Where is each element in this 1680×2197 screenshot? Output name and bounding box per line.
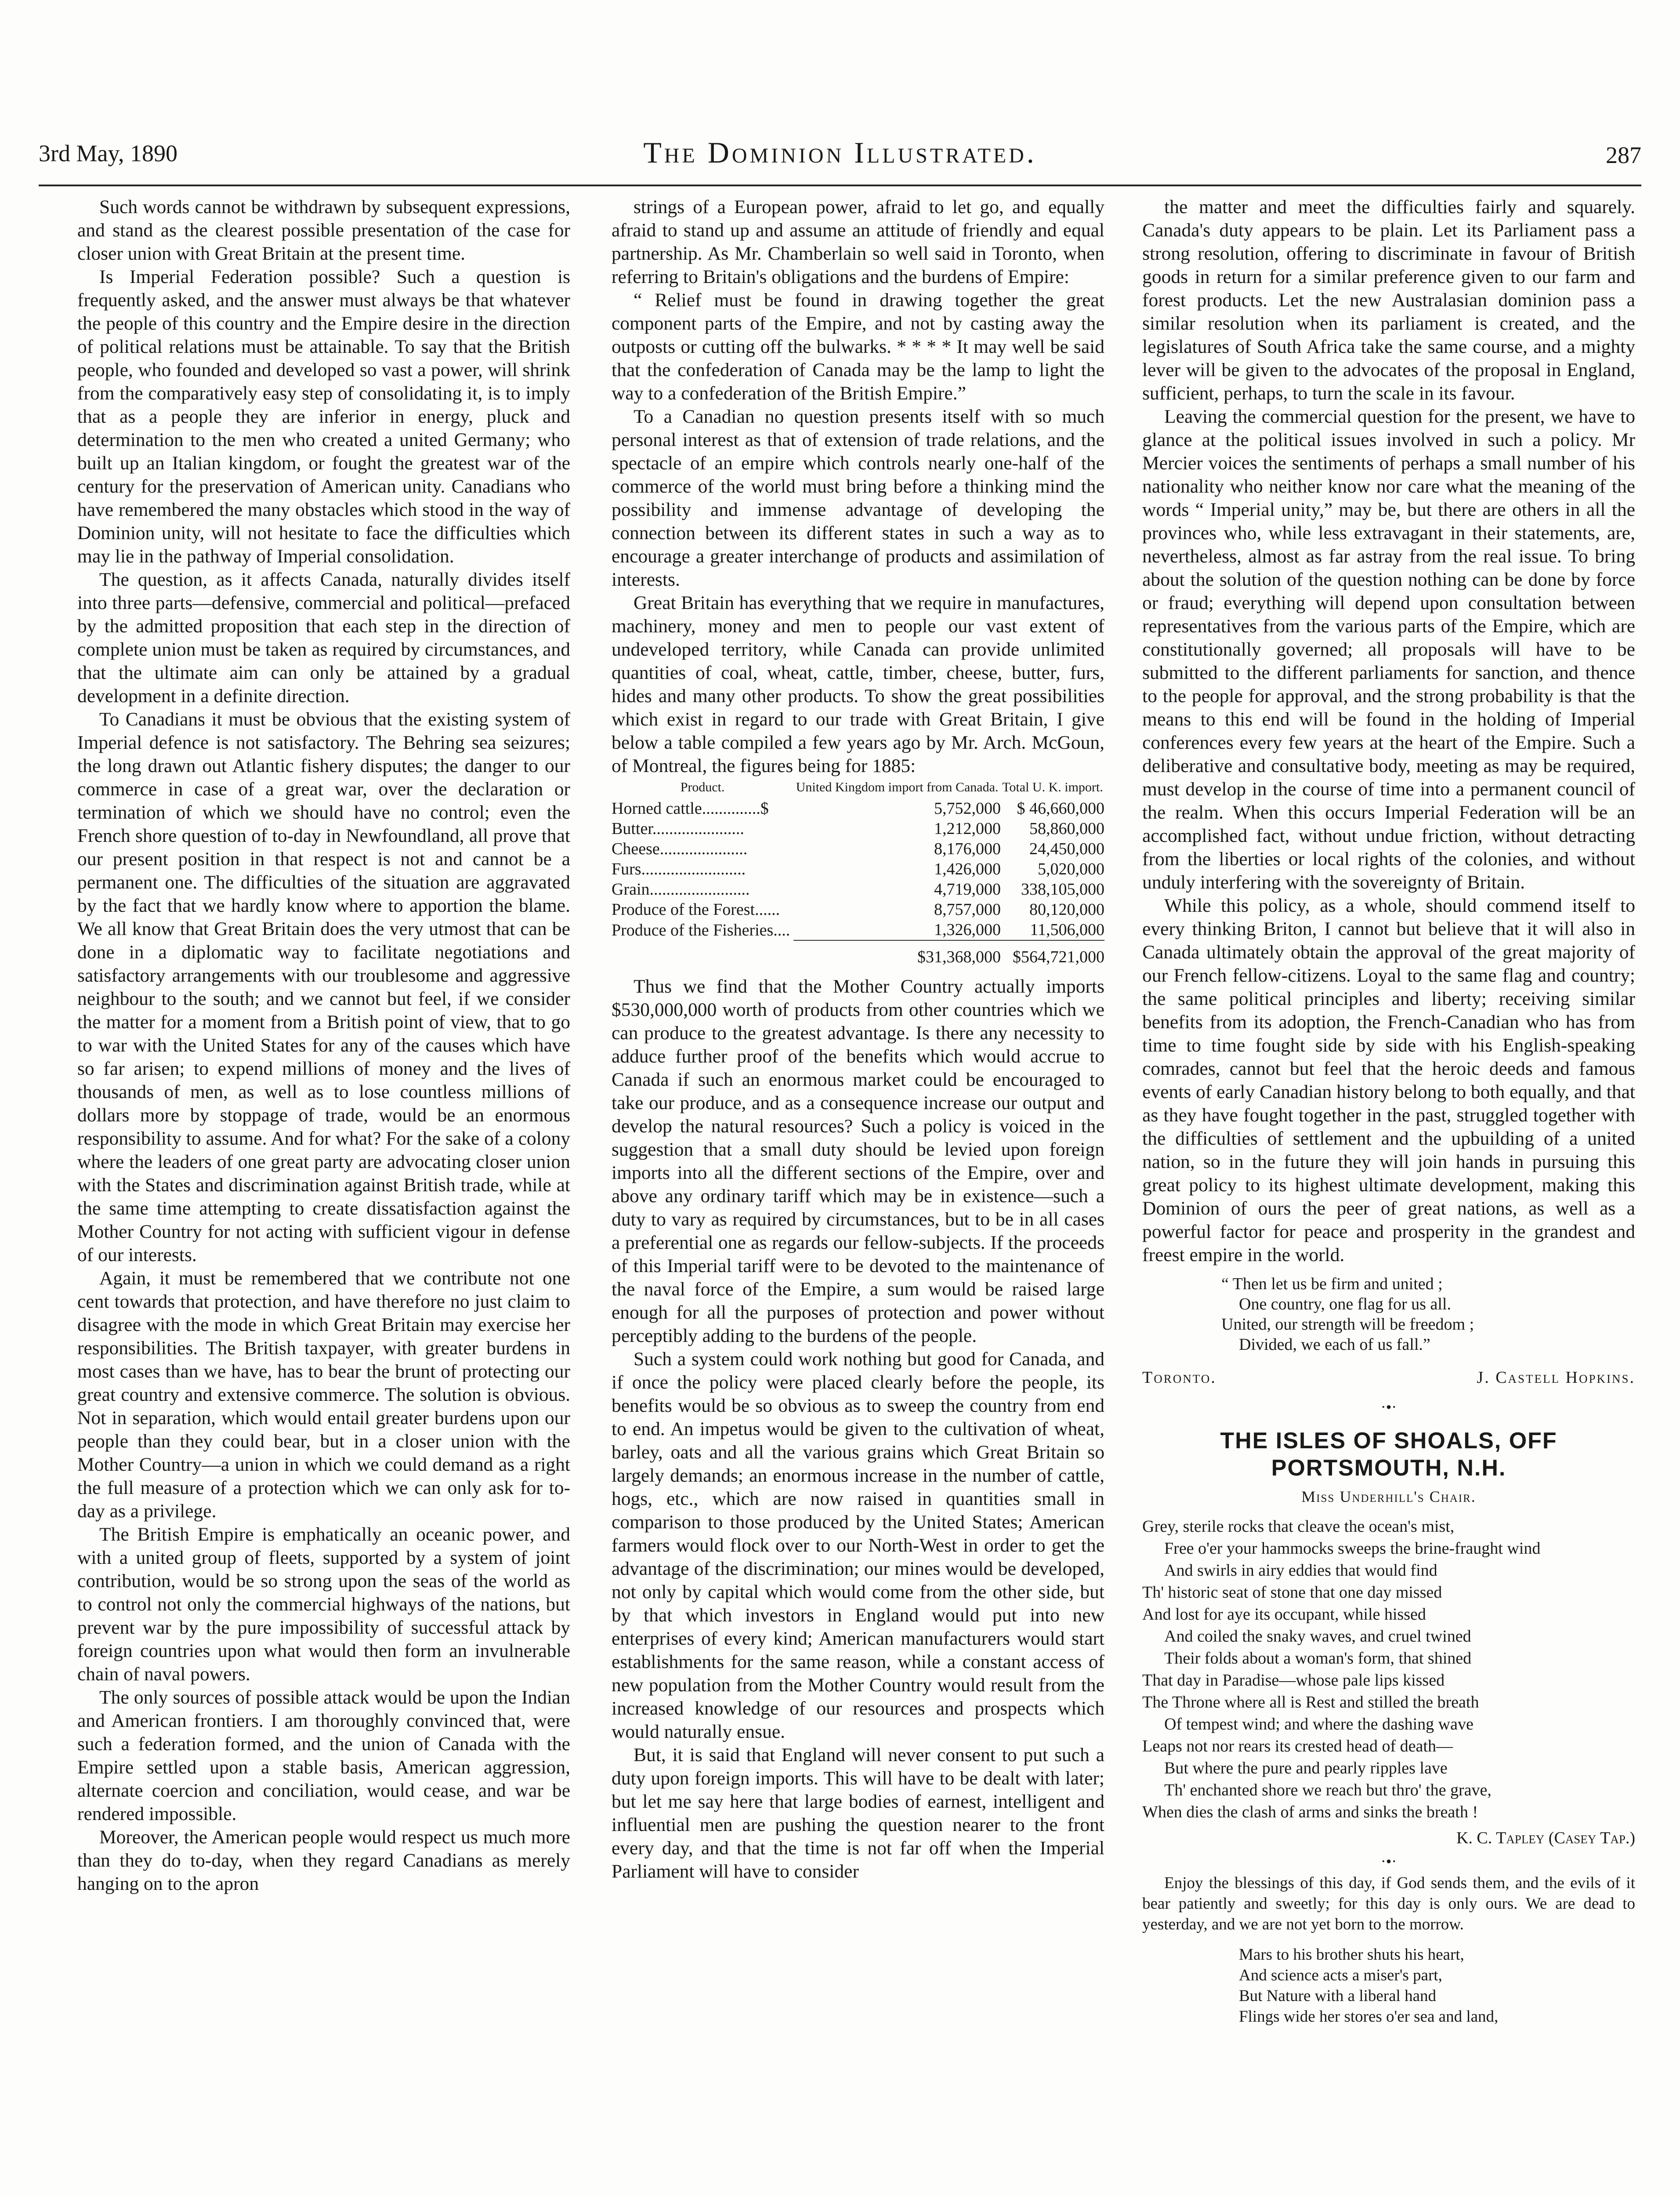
paragraph: To Canadians it must be obvious that the existing system of Imperial defence is not satisfactory. The Behring sea seizures; the long drawn out Atlantic fishery disputes; the danger to our commerce in case of a great war, over the declaration or termination of which we should have no control; even the French shore question of to-day in Newfoundland, all prove that our present position in that respect is not and cannot be a permanent one. The difficulties of the situation are aggravated by the fact that we hardly know where to apportion the blame. We all know that Great Britain does the very utmost that can be done in a diplomatic way to facilitate negotiations and satisfactory arrangements with our troublesome and aggressive neighbour to the south; and we cannot but feel, if we consider the matter for a moment from a British point of view, that to go to war with the United States for any of the causes which have so far arisen; to expend millions of money and the lives of thousands of men, as well as to lose countless millions of dollars more by stoppage of trade, would be an enormous responsibility to assume. And for what? For the sake of a colony where the leaders of one great party are advocating closer union with the States and discrimination against British trade, while at the same time attempting to create dissatisfaction against the Mother Country for not acting with sufficient vigour in defense of our interests. <box>77 709 570 1265</box>
poem-line: And swirls in airy eddies that would find <box>1164 1561 1437 1580</box>
paragraph: The British Empire is emphatically an oceanic power, and with a united group of fleets, supported by a system of joint contribution, would be so strong upon the seas of the world as to control not only the commercial highways of the nations, but prevent war by the pure impossibility of successful attack by foreign countries upon what would then form an invulnerable chain of naval powers. <box>77 1524 570 1685</box>
paragraph: The only sources of possible attack would be upon the Indian and American frontiers. I am thoroughly convinced that, were such a federation formed, and the union of Canada with the Empire settled upon a stable basis, American aggression, alternate coercion and conciliation, would cease, and war be rendered impossible. <box>77 1687 570 1824</box>
verse-line: “ Then let us be firm and united ; <box>1221 1275 1443 1293</box>
verse-line: One country, one flag for us all. <box>1239 1295 1451 1313</box>
poem-line: Th' historic seat of stone that one day missed <box>1142 1583 1442 1602</box>
canada-import-cell: 5,752,000 <box>934 799 1001 818</box>
total-import-cell: $ 46,660,000 <box>1017 799 1104 818</box>
total-import-cell: 5,020,000 <box>1038 860 1104 878</box>
product-cell: Cheese..................... <box>612 840 748 858</box>
paragraph: While this policy, as a whole, should commend itself to every thinking Briton, I cannot but believe that it will also in Canada ultimately obtain the approval of the great majority of our French fellow-citizens. Loyal to the same flag and country; the same political principles and liberty; receiving similar benefits from its adoption, the French-Canadian who has from time to time fought side by side with his English-speaking comrades, cannot but feel that the heroic deeds and famous events of early Canadian history belong to both equally, and that as they have fought together in the past, struggled together with the difficulties of settlement and the upbuilding of a united nation, so in the future they will join hands in pursuing this great policy to its highest ultimate development, making this Dominion of ours the peer of great nations, as well as a powerful factor for peace and prosperity in the grandest and freest empire in the world. <box>1142 895 1635 1265</box>
column-header-product: Product. <box>680 780 725 794</box>
poem-line: Their folds about a woman's form, that shined <box>1164 1649 1472 1668</box>
product-cell: Grain........................ <box>612 880 750 899</box>
table-row <box>612 819 1104 839</box>
total-import-cell: 11,506,000 <box>1030 921 1104 939</box>
verse-line: United, our strength will be freedom ; <box>1221 1315 1474 1334</box>
poem-subtitle: Miss Underhill's Chair. <box>1301 1488 1476 1505</box>
table-row <box>612 798 1104 819</box>
issue-date: 3rd May, 1890 <box>39 140 177 167</box>
paragraph: Great Britain has everything that we require in manufactures, machinery, money and men to people our vast extent of undeveloped territory, while Canada can provide unlimited quantities of coal, wheat, cattle, timber, cheese, butter, furs, hides and many other products. To show the great possibilities which exist in regard to our trade with Great Britain, I give below a table compiled a few years ago by Mr. Arch. McGoun, of Montreal, the figures being for 1885: <box>612 592 1104 776</box>
poem-title: THE ISLES OF SHOALS, OFF PORTSMOUTH, N.H. <box>1220 1428 1557 1481</box>
product-cell: Horned cattle..............$ <box>612 799 769 818</box>
paragraph: Such words cannot be withdrawn by subsequent expressions, and stand as the clearest possible presentation of the case for closer union with Great Britain at the present time. <box>77 196 570 264</box>
product-cell: Produce of the Fisheries.... <box>612 921 790 939</box>
poem-line: But where the pure and pearly ripples lave <box>1164 1759 1448 1777</box>
poem-line: That day in Paradise—whose pale lips kissed <box>1142 1671 1445 1689</box>
poem-line: When dies the clash of arms and sinks the breath ! <box>1142 1803 1478 1821</box>
poem-line: Free o'er your hammocks sweeps the brine-fraught wind <box>1164 1539 1541 1558</box>
poem-line: Th' enchanted shore we reach but thro' the grave, <box>1164 1781 1492 1799</box>
product-cell: Furs......................... <box>612 860 746 878</box>
verse-line: Flings wide her stores o'er sea and land, <box>1239 2008 1499 2026</box>
table-row <box>612 859 1104 879</box>
total-import-cell: 24,450,000 <box>1029 840 1104 858</box>
paragraph: But, it is said that England will never consent to put such a duty upon foreign imports. This will have to be dealt with later; but let me say here that large bodies of earnest, intelligent and influential men are pushing the question nearer to the front every day, and that the time is not far off when the Imperial Parliament will have to consider <box>612 1744 1104 1882</box>
verse-line: Mars to his brother shuts his heart, <box>1239 1946 1464 1964</box>
uk-import-total: $564,721,000 <box>1001 940 1104 967</box>
poem-line: And lost for aye its occupant, while hissed <box>1142 1605 1426 1624</box>
signature-line <box>1142 1366 1635 1389</box>
paragraph: Enjoy the blessings of this day, if God sends them, and the evils of it bear patiently and sweetly; for this day is only ours. We are dead to yesterday, and we are not yet born to the morrow. <box>1142 1874 1635 1933</box>
verse-line: But Nature with a liberal hand <box>1239 1987 1437 2005</box>
signature-author: J. Castell Hopkins. <box>1477 1368 1635 1387</box>
total-import-cell: 58,860,000 <box>1029 819 1104 838</box>
table-row <box>612 879 1104 899</box>
poem-line: Of tempest wind; and where the dashing wave <box>1164 1715 1474 1733</box>
poem-line: Leaps not nor rears its crested head of death— <box>1142 1737 1453 1755</box>
poem-line: And coiled the snaky waves, and cruel twined <box>1164 1627 1471 1646</box>
quotation: “ Relief must be found in drawing together the great component parts of the Empire, and not by casting away the outposts or cutting off the bulwarks. * * * * It may well be said that the confederation of Canada may be the lamp to light the way to a confederation of the British Empire.” <box>612 290 1104 404</box>
paragraph: the matter and meet the difficulties fairly and squarely. Canada's duty appears to be plain. Let its Parliament pass a strong resolution, offering to discriminate in favour of British goods in return for a similar preference given to our farm and forest products. Let the new Australasian dominion pass a similar resolution when its parliament is created, and the legislatures of South Africa take the same course, and a mighty lever will be given to the advocates of the proposal in England, sufficient, perhaps, to turn the scale in its favour. <box>1142 196 1635 404</box>
product-cell: Butter...................... <box>612 819 744 838</box>
paragraph: Such a system could work nothing but good for Canada, and if once the policy were placed clearly before the people, its benefits would be so obvious as to sweep the country from end to end. An impetus would be given to the cultivation of wheat, barley, oats and all the various grains which Great Britain so largely demands; an enormous increase in the number of cattle, hogs, etc., which are now raised in quantities small in comparison to those produced by the United States; American farmers would flock over to our North-West in order to get the advantage of the discrimination; our mines would be developed, not only by capital which would come from the other side, but by that which investors in England would put into new enterprises of every kind; American manufacturers would start establishments for the same reason, while a constant access of new population from the Mother Country would result from the increased knowledge of our resources and prospects which would naturally ensue. <box>612 1349 1104 1742</box>
table-header-row <box>612 779 1104 798</box>
page-number: 287 <box>1606 142 1641 168</box>
product-cell: Produce of the Forest...... <box>612 900 780 919</box>
paragraph: Moreover, the American people would respect us much more than they do to-day, when they regard Canadians as merely hanging on to the apron <box>77 1827 570 1894</box>
table-total-row <box>612 940 1104 967</box>
table-row <box>612 839 1104 859</box>
paragraph: Thus we find that the Mother Country actually imports $530,000,000 worth of products from other countries which we can produce to the greatest advantage. Is there any necessity to adduce further proof of the benefits which would accrue to Canada if such an enormous market could be encouraged to take our produce, and as a consequence increase our output and develop the natural resources? Such a policy is voiced in the suggestion that a small duty should be levied upon foreign imports into all the different sections of the Empire, over and above any ordinary tariff which may be in existence—such a duty to vary as required by circumstances, but to be in all cases a preferential one as regards our fellow-subjects. If the proceeds of this Imperial tariff were to be devoted to the maintenance of the naval force of the Empire, a sum would be raised large enough for all the purposes of protection and power without perceptibly adding to the burdens of the people. <box>612 976 1104 1346</box>
table-row <box>612 920 1104 940</box>
signature-place: Toronto. <box>1142 1368 1217 1387</box>
closing-note <box>1142 1873 1635 1935</box>
poem-author: K. C. Tapley (Casey Tap.) <box>1456 1829 1635 1847</box>
paragraph: Is Imperial Federation possible? Such a question is frequently asked, and the answer must always be that whatever the people of this country and the Empire desire in the direction of political relations must be attainable. To say that the British people, who founded and developed so vast a power, will shrink from the comparatively easy step of consolidating it, is to imply that as a people they are inferior in energy, pluck and determination to the men who created a united Germany; who built up an Italian kingdom, or fought the greatest war of the century for the preservation of American unity. Canadians who have remembered the many obstacles which stood in the way of Dominion unity, will not hesitate to face the difficulties which may lie in the pathway of Imperial consolidation. <box>77 266 570 567</box>
column-2 <box>612 196 1104 2197</box>
poem-line: Grey, sterile rocks that cleave the ocean's mist, <box>1142 1517 1455 1536</box>
poem-line: The Throne where all is Rest and stilled the breath <box>1142 1693 1479 1711</box>
total-import-cell: 80,120,000 <box>1029 900 1104 919</box>
column-1 <box>77 196 570 2197</box>
column-3 <box>1142 196 1635 2197</box>
canada-import-cell: 8,757,000 <box>934 900 1001 919</box>
ornament-separator: ·•· <box>1380 1853 1397 1870</box>
column-header-uk-import-canada: United Kingdom import from Canada. <box>796 780 999 794</box>
total-import-cell: 338,105,000 <box>1021 880 1104 899</box>
poem-body <box>1142 1515 1635 1823</box>
closing-poem <box>1142 1944 1635 2027</box>
closing-verse-quote <box>1142 1274 1635 1355</box>
canada-import-cell: 1,326,000 <box>934 921 1001 939</box>
masthead: The Dominion Illustrated. <box>643 136 1037 169</box>
table-row <box>612 899 1104 920</box>
canada-import-cell: 4,719,000 <box>934 880 1001 899</box>
paragraph: To a Canadian no question presents itself with so much personal interest as that of extension of trade relations, and the spectacle of an empire which controls nearly one-half of the commerce of the world must bring before a thinking mind the possibility and immense advantage of developing the connection between its different states in such a way as to encourage a greater interchange of products and assimilation of interests. <box>612 406 1104 590</box>
trade-table <box>612 779 1104 967</box>
header-rule <box>39 185 1641 186</box>
paragraph: strings of a European power, afraid to let go, and equally afraid to stand up and assume an attitude of friendly and equal partnership. As Mr. Chamberlain so well said in Toronto, when referring to Britain's obligations and the burdens of Empire: <box>612 196 1104 287</box>
paragraph: The question, as it affects Canada, naturally divides itself into three parts—defensive, commercial and political—prefaced by the admitted proposition that each step in the direction of complete union must be taken as required by circumstances, and that the ultimate aim can only be attained by a gradual development in a definite direction. <box>77 569 570 707</box>
canada-import-cell: 1,212,000 <box>934 819 1001 838</box>
canada-import-cell: 1,426,000 <box>934 860 1001 878</box>
total-label-cell <box>612 940 793 967</box>
canada-import-cell: 8,176,000 <box>934 840 1001 858</box>
verse-line: And science acts a miser's part, <box>1239 1966 1442 1984</box>
ornament-separator: ·•· <box>1380 1398 1397 1416</box>
canada-import-total: $31,368,000 <box>793 940 1001 967</box>
column-header-total-uk-import: Total U. K. import. <box>1002 780 1103 794</box>
paragraph: Leaving the commercial question for the present, we have to glance at the political issues involved in such a policy. Mr Mercier voices the sentiments of perhaps a small number of his nationality who neither know nor care what the meaning of the words “ Imperial unity,” may be, but there are others in all the provinces who, while less extravagant in their statements, are, nevertheless, almost as far astray from the real issue. To bring about the solution of the question nothing can be done by force or fraud; everything will depend upon consultation between representatives from the various parts of the Empire, which are constitutionally governed; all proposals will have to be submitted to the different parliaments for sanction, and thence to the people for approval, and the strong probability is that the means to this end will be found in the holding of Imperial conferences every few years at the heart of the Empire. Such a deliberative and consultative body, meeting as may be required, must develop in the course of time into a permanent council of the realm. When this occurs Imperial Federation will be an accomplished fact, without undue friction, without detracting from the liberties or local rights of the colonies, and without unduly interfering with the sovereignty of Britain. <box>1142 406 1635 893</box>
paragraph: Again, it must be remembered that we contribute not one cent towards that protection, and have therefore no just claim to disagree with the mode in which Great Britain may exercise her responsibilities. The British taxpayer, with greater burdens in most cases than we have, has to bear the brunt of protecting our great country and extensive commerce. The solution is obvious. Not in separation, which would entail greater burdens upon our people than they could bear, but in a closer union with the Mother Country—a union in which we could demand as a right the full measure of a protection which we can only ask for to-day as a privilege. <box>77 1268 570 1522</box>
page-header <box>39 132 1641 180</box>
verse-line: Divided, we each of us fall.” <box>1239 1335 1430 1354</box>
